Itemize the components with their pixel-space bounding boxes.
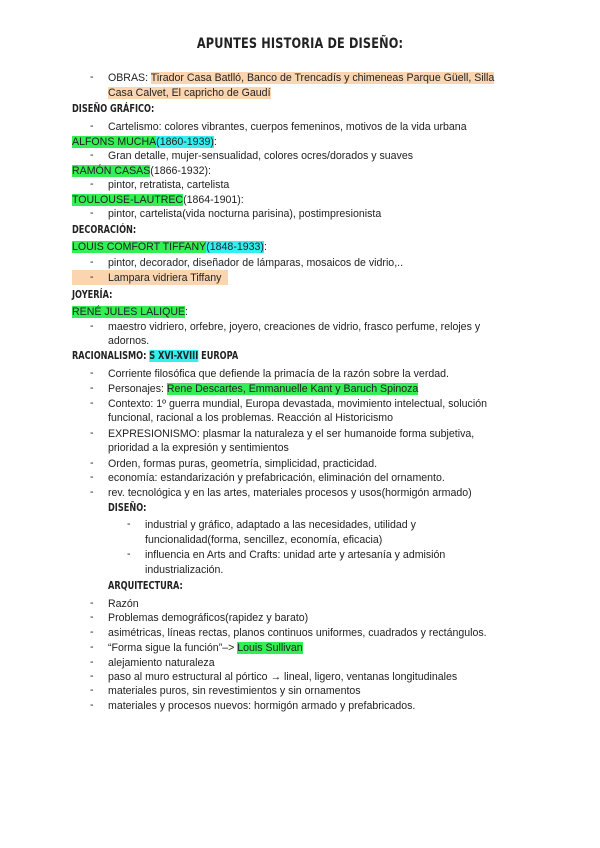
subheading-arquitectura: ARQUITECTURA: xyxy=(108,580,183,592)
section-heading-racionalismo xyxy=(72,350,238,362)
bullet: - xyxy=(90,71,94,83)
racionalismo-item: Corriente filosófica que defiende la primacía de la razón sobre la verdad. xyxy=(108,368,449,380)
arquitectura-item: Razón xyxy=(108,598,139,610)
section-heading-joyeria: JOYERÍA: xyxy=(72,289,113,301)
racionalismo-item: Orden, formas puras, geometría, simplicidad, practicidad. xyxy=(108,458,378,470)
bullet: - xyxy=(90,367,94,379)
obras-label: OBRAS: xyxy=(108,72,151,84)
bullet: - xyxy=(90,149,94,161)
section-heading-decoracion: DECORACIÓN: xyxy=(72,224,137,236)
bullet: - xyxy=(90,699,94,711)
mucha-colon: : xyxy=(213,136,217,148)
bullet: - xyxy=(127,518,131,530)
bullet: - xyxy=(90,457,94,469)
page-title: APUNTES HISTORIA DE DISEÑO: xyxy=(196,36,404,52)
bullet: - xyxy=(90,597,94,609)
obras-text-2: Casa Calvet, El capricho de Gaudí xyxy=(108,87,271,99)
bullet: - xyxy=(90,611,94,623)
sullivan-name: Louis Sullivan xyxy=(237,642,303,654)
lautrec-line xyxy=(72,193,244,207)
racionalismo-item-cont: funcional, racional a los problemas. Reacción al Historicismo xyxy=(108,412,393,424)
bullet: - xyxy=(90,120,94,132)
bullet: - xyxy=(90,178,94,190)
casas-name: RAMÓN CASAS xyxy=(72,165,151,177)
bullet: - xyxy=(90,684,94,696)
arquitectura-item: paso al muro estructural al pórtico → lineal, ligero, ventanas longitudinales xyxy=(108,671,458,683)
arquitectura-item: alejamiento naturaleza xyxy=(108,657,215,669)
racionalismo-item: EXPRESIONISMO: plasmar la naturaleza y el ser humanoide forma subjetiva, xyxy=(108,428,475,440)
arquitectura-item: asimétricas, líneas rectas, planos continuos uniformes, cuadrados y rectángulos. xyxy=(108,627,487,639)
lalique-desc-1: maestro vidriero, orfebre, joyero, creaciones de vidrio, frasco perfume, relojes y xyxy=(108,321,481,333)
racionalismo-item-personajes xyxy=(108,382,418,396)
diseno-item: influencia en Arts and Crafts: unidad arte y artesanía y admisión xyxy=(145,549,446,561)
bullet: - xyxy=(90,382,94,394)
arquitectura-item: materiales puros, sin revestimientos y sin ornamentos xyxy=(108,685,361,697)
racionalismo-label: RACIONALISMO: xyxy=(72,350,150,362)
casas-line xyxy=(72,164,211,178)
bullet: - xyxy=(90,207,94,219)
lautrec-desc: pintor, cartelista(vida nocturna parisina), postimpresionista xyxy=(108,208,382,220)
personajes-label: Personajes: xyxy=(108,383,167,395)
racionalismo-period: S XVI-XVIII xyxy=(149,350,199,362)
tiffany-desc: pintor, decorador, diseñador de lámparas, mosaicos de vidrio,.. xyxy=(108,257,404,269)
section-heading-diseno-grafico: DISEÑO GRÁFICO: xyxy=(72,103,155,115)
subheading-diseno: DISEÑO: xyxy=(108,502,147,514)
tiffany-line xyxy=(72,240,267,254)
bullet: - xyxy=(90,626,94,638)
casas-desc: pintor, retratista, cartelista xyxy=(108,179,230,191)
mucha-dates: (1860-1939) xyxy=(156,136,214,148)
racionalismo-item: economía: estandarización y prefabricación, eliminación del ornamento. xyxy=(108,472,445,484)
lautrec-name: TOULOUSE-LAUTREC xyxy=(72,194,184,206)
bullet: - xyxy=(90,656,94,668)
lalique-line xyxy=(72,305,188,319)
mucha-desc: Gran detalle, mujer-sensualidad, colores ocres/dorados y suaves xyxy=(108,150,414,162)
tiffany-work: Lampara vidriera Tiffany xyxy=(108,272,222,284)
bullet: - xyxy=(90,670,94,682)
diseno-item: industrial y gráfico, adaptado a las necesidades, utilidad y xyxy=(145,519,416,531)
mucha-name: ALFONS MUCHA xyxy=(72,136,157,148)
personajes-names: Rene Descartes, Emmanuelle Kant y Baruch Spinoza xyxy=(166,383,419,395)
arquitectura-item-sullivan xyxy=(108,641,303,655)
cartelismo-text: Cartelismo: colores vibrantes, cuerpos femeninos, motivos de la vida urbana xyxy=(108,121,467,133)
racionalismo-item: Contexto: 1º guerra mundial, Europa devastada, movimiento intelectual, solución xyxy=(108,398,487,410)
racionalismo-item: rev. tecnológica y en las artes, materiales procesos y usos(hormigón armado) xyxy=(108,487,472,499)
arquitectura-item: materiales y procesos nuevos: hormigón armado y prefabricados. xyxy=(108,700,416,712)
bullet: - xyxy=(90,271,94,283)
obras-line-1 xyxy=(108,71,494,85)
bullet: - xyxy=(127,548,131,560)
tiffany-colon: : xyxy=(263,241,267,253)
bullet: - xyxy=(90,641,94,653)
diseno-item-cont: industrialización. xyxy=(145,564,224,576)
arquitectura-item: Problemas demográficos(rapidez y barato) xyxy=(108,612,309,624)
racionalismo-item-cont: prioridad a la expresión y sentimientos xyxy=(108,442,289,454)
forma-sigue-funcion: “Forma sigue la función”–> xyxy=(108,642,238,654)
bullet: - xyxy=(90,320,94,332)
bullet: - xyxy=(90,486,94,498)
bullet: - xyxy=(90,471,94,483)
racionalismo-region: EUROPA xyxy=(198,350,239,362)
diseno-item-cont: funcionalidad(forma, sencillez, economía, eficacia) xyxy=(145,534,383,546)
lalique-name: RENÉ JULES LALIQUE xyxy=(72,306,186,318)
lalique-desc-2: adornos. xyxy=(108,335,150,347)
lalique-colon: : xyxy=(185,306,188,318)
bullet: - xyxy=(90,256,94,268)
obras-line-2 xyxy=(108,86,271,100)
obras-text-1: Tirador Casa Batlló, Banco de Trencadís y chimeneas Parque Güell, Silla xyxy=(150,72,495,84)
mucha-line xyxy=(72,135,217,149)
casas-dates: (1866-1932): xyxy=(150,165,211,177)
bullet: - xyxy=(90,427,94,439)
tiffany-dates: (1848-1933) xyxy=(206,241,264,253)
tiffany-name: LOUIS COMFORT TIFFANY xyxy=(72,241,207,253)
lautrec-dates: (1864-1901): xyxy=(183,194,244,206)
bullet: - xyxy=(90,397,94,409)
